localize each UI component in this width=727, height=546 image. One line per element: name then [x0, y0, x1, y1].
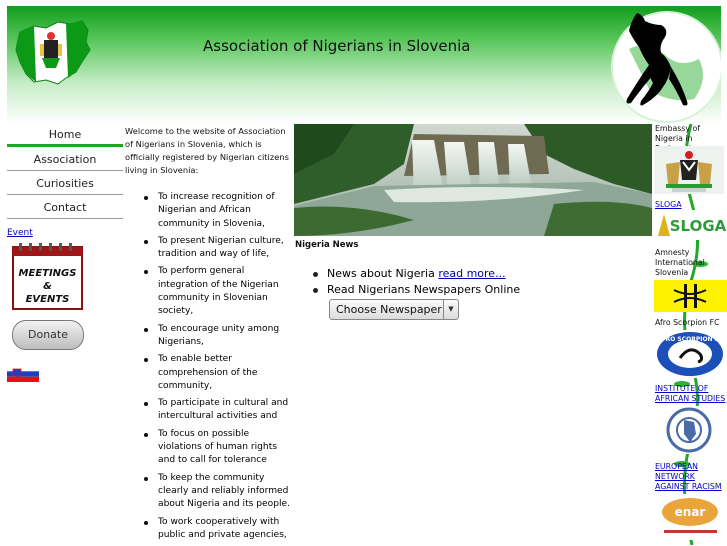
site-title: Association of Nigerians in Slovenia — [203, 37, 471, 55]
sloga-logo[interactable] — [654, 210, 727, 240]
enar-logo-text: enar — [674, 505, 706, 519]
afro-scorpion-logo[interactable] — [654, 330, 727, 378]
list-item: To present Nigerian culture, tradition and way of life, — [140, 235, 292, 262]
read-more-link[interactable]: read more... — [438, 267, 506, 280]
waterfall-photo — [294, 124, 652, 236]
news-item — [312, 266, 520, 282]
list-item: To participate in cultural and intercultural activities and — [140, 397, 292, 424]
embassy-label: Embassy of Nigeria in — [655, 124, 700, 143]
welcome-text: Welcome to the website of Association of Nigerians in Slovenia, which is officially registered by Nigerian citizens living in Slovenia: — [125, 126, 289, 175]
list-item: To enable better comprehension of the community, — [140, 353, 292, 393]
newspaper-select[interactable] — [329, 299, 459, 320]
institute-african-studies-link[interactable]: INSTITUTE OF AFRICAN STUDIES — [655, 384, 726, 403]
nav-home[interactable]: Home — [7, 124, 123, 147]
amnesty-label: Amnesty International Slovenia — [655, 248, 705, 277]
afro-scorpion-logo-text: AFRO SCORPION FC — [656, 336, 724, 343]
news-heading: Nigeria News — [295, 240, 359, 250]
list-item: To focus on possible violations of human rights and to call for tolerance — [140, 428, 292, 468]
list-item: To increase recognition of Nigerian and African community in Slovenia, — [140, 191, 292, 231]
dropdown-arrow-icon: ▼ — [443, 300, 458, 319]
aims-list — [140, 191, 292, 546]
nav-contact[interactable]: Contact — [7, 197, 123, 219]
main-nav — [7, 124, 123, 221]
site-header — [7, 6, 721, 124]
enar-link[interactable]: EUROPEAN NETWORK AGAINST RACISM — [655, 462, 722, 491]
afro-scorpion-label: Afro Scorpion FC — [655, 318, 720, 327]
event-link[interactable]: Event — [7, 228, 33, 238]
newspaper-select-value: Choose Newspaper — [336, 303, 442, 316]
nigeria-map-logo — [12, 18, 92, 86]
sloga-logo-text: SLOGA — [669, 217, 727, 235]
list-item: To encourage unity among Nigerians, — [140, 323, 292, 350]
list-item: To work cooperatively with public and private agencies, — [140, 516, 292, 543]
enar-logo[interactable] — [654, 494, 727, 540]
news-item-text: News about Nigeria — [327, 267, 439, 280]
events-text: EVENTS — [25, 294, 70, 305]
institute-african-studies-logo[interactable] — [654, 406, 724, 454]
meetings-events-calendar-image[interactable] — [7, 241, 88, 313]
nav-curiosities[interactable]: Curiosities — [7, 173, 123, 195]
list-item: To perform general integration of the Nigerian community in Slovenian society, — [140, 265, 292, 318]
nigeria-coat-of-arms-image[interactable] — [654, 146, 724, 194]
news-item — [312, 282, 520, 298]
partners-column — [652, 124, 727, 545]
meetings-text: MEETINGS — [18, 268, 77, 279]
sloga-link[interactable]: SLOGA — [655, 200, 682, 209]
slovenia-flag-icon[interactable] — [7, 366, 39, 382]
news-item-text: Read Nigerians Newspapers Online — [327, 283, 521, 296]
dancer-globe-logo — [609, 9, 721, 123]
list-item: To keep the community clearly and reliably informed about Nigeria and its people. — [140, 472, 292, 512]
news-list — [312, 266, 520, 298]
nav-association[interactable]: Association — [7, 149, 123, 171]
donate-button[interactable]: Donate — [12, 320, 84, 350]
amnesty-logo[interactable] — [654, 280, 727, 312]
ampersand-text: & — [43, 281, 52, 292]
